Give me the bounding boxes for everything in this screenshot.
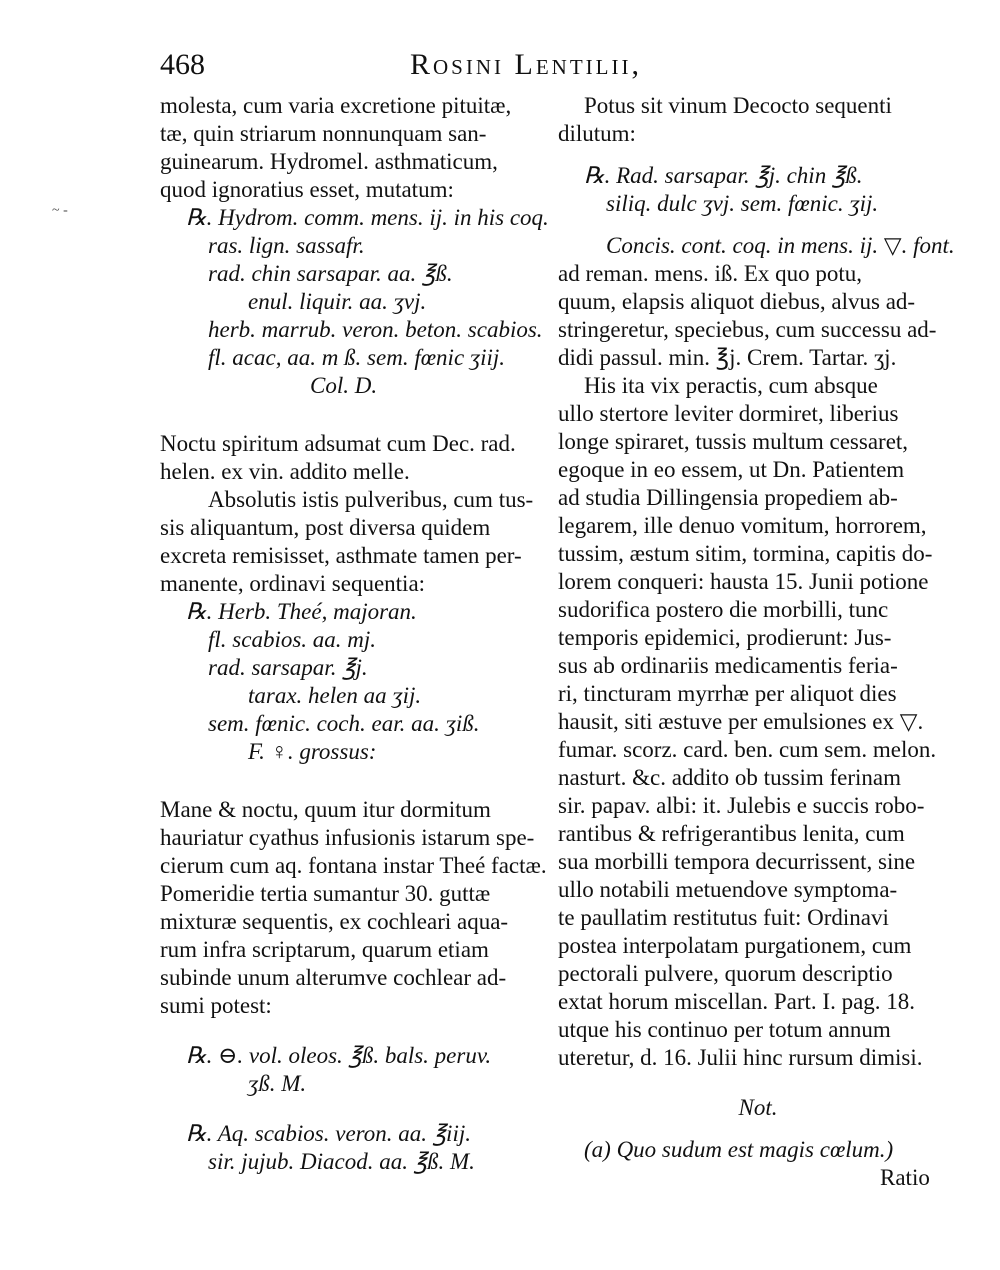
text-line: stringeretur, speciebus, cum successu ad- (558, 317, 937, 342)
text-line: sudorifica postero die morbilli, tunc (558, 597, 889, 622)
text-line: subinde unum alterumve cochlear ad- (160, 965, 507, 990)
text-line: tarax. helen aa ʒij. (248, 683, 422, 708)
text-line: ad reman. mens. iß. Ex quo potu, (558, 261, 863, 286)
text-line: uteretur, d. 16. Julii hinc rursum dimisi. (558, 1045, 923, 1070)
text-line: guinearum. Hydromel. asthmaticum, (160, 149, 498, 174)
text-line: postea interpolatam purgationem, cum (558, 933, 912, 958)
text-line: ℞. Aq. scabios. veron. aa. ℥iij. (186, 1121, 471, 1146)
text-line: His ita vix peractis, cum absque (584, 373, 878, 398)
text-line: siliq. dulc ʒvj. sem. fœnic. ʒij. (606, 191, 879, 216)
text-line: sir. papav. albi: it. Julebis e succis robo- (558, 793, 925, 818)
text-line: ʒß. M. (248, 1071, 307, 1096)
text-line: sem. fœnic. coch. ear. aa. ʒiß. (208, 711, 480, 736)
text-line: ℞. Herb. Theé, majoran. (186, 599, 417, 624)
text-line: extat horum miscellan. Part. I. pag. 18. (558, 989, 916, 1014)
line-spacer (160, 1020, 550, 1042)
text-line: fl. scabios. aa. mj. (208, 627, 377, 652)
text-line: sus ab ordinariis medicamentis feria- (558, 653, 898, 678)
line-spacer (558, 1122, 958, 1136)
text-line: Not. (738, 1095, 778, 1120)
text-line: F. ♀. grossus: (248, 739, 377, 764)
text-line: temporis epidemici, prodierunt: Jus- (558, 625, 892, 650)
text-line: helen. ex vin. addito melle. (160, 459, 410, 484)
text-line: ullo stertore leviter dormiret, liberius (558, 401, 899, 426)
text-line: longe spiraret, tussis multum cessaret, (558, 429, 909, 454)
text-line: manente, ordinavi sequentia: (160, 571, 426, 596)
line-spacer (558, 148, 958, 162)
line-spacer (160, 400, 550, 430)
line-spacer (558, 218, 958, 232)
text-line: excreta remisisset, asthmate tamen per- (160, 543, 522, 568)
text-line: ℞. Rad. sarsapar. ℥j. chin ℥ß. (584, 163, 863, 188)
text-line: dilutum: (558, 121, 636, 146)
text-line: fl. acac, aa. m ß. sem. fœnic ʒiij. (208, 345, 506, 370)
text-line: (a) Quo sudum est magis cœlum.) (584, 1137, 894, 1162)
text-line: ad studia Dillingensia propediem ab- (558, 485, 898, 510)
catchword: Ratio (880, 1165, 930, 1190)
text-line: molesta, cum varia excretione pituitæ, (160, 93, 512, 118)
text-line: sua morbilli tempora decurrissent, sine (558, 849, 916, 874)
text-line: rum infra scriptarum, quarum etiam (160, 937, 489, 962)
text-line: quum, elapsis aliquot diebus, alvus ad- (558, 289, 916, 314)
text-line: ras. lign. sassafr. (208, 233, 365, 258)
text-line: Noctu spiritum adsumat cum Dec. rad. (160, 431, 516, 456)
text-line: Potus sit vinum Decocto sequenti (584, 93, 892, 118)
text-line: rad. chin sarsapar. aa. ℥ß. (208, 261, 453, 286)
text-line: pectorali pulvere, quorum descriptio (558, 961, 893, 986)
running-head: Rosini Lentilii, (410, 48, 642, 81)
text-line: rad. sarsapar. ℥j. (208, 655, 368, 680)
line-spacer (558, 1072, 958, 1094)
margin-mark: ~ - (52, 203, 68, 218)
left-column (160, 92, 550, 1176)
text-line: tæ, quin striarum nonnunquam san- (160, 121, 487, 146)
text-line: hausit, siti æstuve per emulsiones ex ▽. (558, 709, 924, 734)
text-line: herb. marrub. veron. beton. scabios. (208, 317, 543, 342)
text-line: quod ignoratius esset, mutatum: (160, 177, 454, 202)
page-header (160, 48, 960, 98)
text-line: enul. liquir. aa. ʒvj. (248, 289, 427, 314)
text-line: Mane & noctu, quum itur dormitum (160, 797, 491, 822)
text-line: ullo notabili metuendove symptoma- (558, 877, 898, 902)
page-number: 468 (160, 48, 205, 81)
text-line: hauriatur cyathus infusionis istarum spe- (160, 825, 535, 850)
text-line: sir. jujub. Diacod. aa. ℥ß. M. (208, 1149, 475, 1174)
text-line: cierum cum aq. fontana instar Theé factæ. (160, 853, 547, 878)
text-line: legarem, ille denuo vomitum, horrorem, (558, 513, 927, 538)
text-line: rantibus & refrigerantibus lenita, cum (558, 821, 905, 846)
text-line: sumi potest: (160, 993, 272, 1018)
text-line: te paullatim restitutus fuit: Ordinavi (558, 905, 889, 930)
text-line: ℞. Hydrom. comm. mens. ij. in his coq. (186, 205, 549, 230)
text-line: didi passul. min. ℥j. Crem. Tartar. ʒj. (558, 345, 897, 370)
text-line: tussim, æstum sitim, tormina, capitis do- (558, 541, 933, 566)
text-line: fumar. scorz. card. ben. cum sem. melon. (558, 737, 937, 762)
right-column (558, 92, 958, 1164)
text-line: ri, tincturam myrrhæ per aliquot dies (558, 681, 897, 706)
text-line: egoque in eo essem, ut Dn. Patientem (558, 457, 905, 482)
line-spacer (160, 1098, 550, 1120)
text-line: nasturt. &c. addito ob tussim ferinam (558, 765, 902, 790)
text-line: Col. D. (310, 373, 378, 398)
text-line: mixturæ sequentis, ex cochleari aqua- (160, 909, 509, 934)
text-line: Concis. cont. coq. in mens. ij. ▽. font. (606, 233, 955, 258)
text-line: sis aliquantum, post diversa quidem (160, 515, 491, 540)
text-line: utque his continuo per totum annum (558, 1017, 891, 1042)
text-line: ℞. ⊖. vol. oleos. ℥ß. bals. peruv. (186, 1043, 492, 1068)
line-spacer (160, 766, 550, 796)
text-line: lorem conqueri: hausta 15. Junii potione (558, 569, 929, 594)
text-line: Pomeridie tertia sumantur 30. guttæ (160, 881, 491, 906)
text-line: Absolutis istis pulveribus, cum tus- (208, 487, 534, 512)
